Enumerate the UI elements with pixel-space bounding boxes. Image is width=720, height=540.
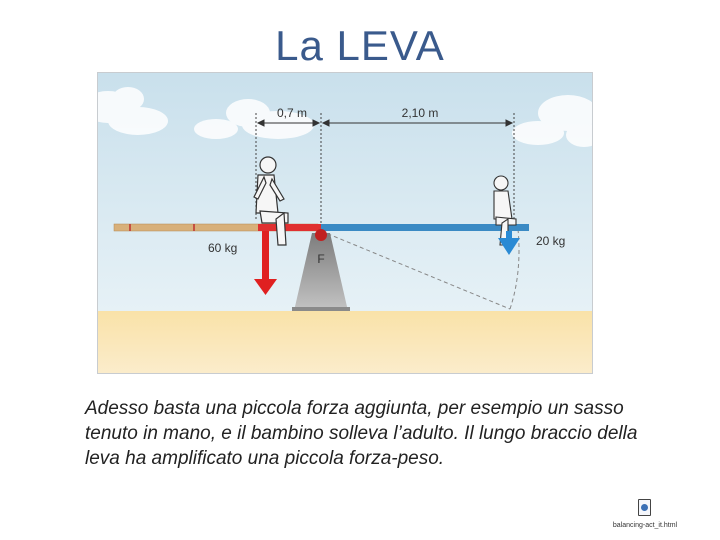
attachment-filename: balancing-act_it.html (612, 522, 678, 529)
pivot-point (315, 229, 327, 241)
weight-right-label: 20 kg (536, 234, 566, 248)
weight-left-label: 60 kg (208, 241, 238, 255)
html-file-icon (638, 499, 651, 516)
fulcrum-label: F (317, 252, 325, 266)
slide-title: La LEVA (275, 22, 445, 69)
lever-diagram (98, 73, 592, 373)
ground (98, 311, 592, 373)
beam-left-red (258, 224, 321, 231)
fulcrum-base (292, 307, 350, 311)
lever-illustration (97, 72, 593, 374)
dimension-short-label: 0,7 m (276, 106, 308, 120)
sky (98, 73, 592, 311)
caption-text: Adesso basta una piccola forza aggiunta, per esempio un sasso tenuto in mano, e il bambino solleva l’adulto. Il lungo braccio della leva ha amplificato una piccola forza-peso. (85, 398, 638, 469)
dimension-long-label: 2,10 m (401, 106, 439, 120)
attachment-link[interactable] (600, 498, 690, 534)
